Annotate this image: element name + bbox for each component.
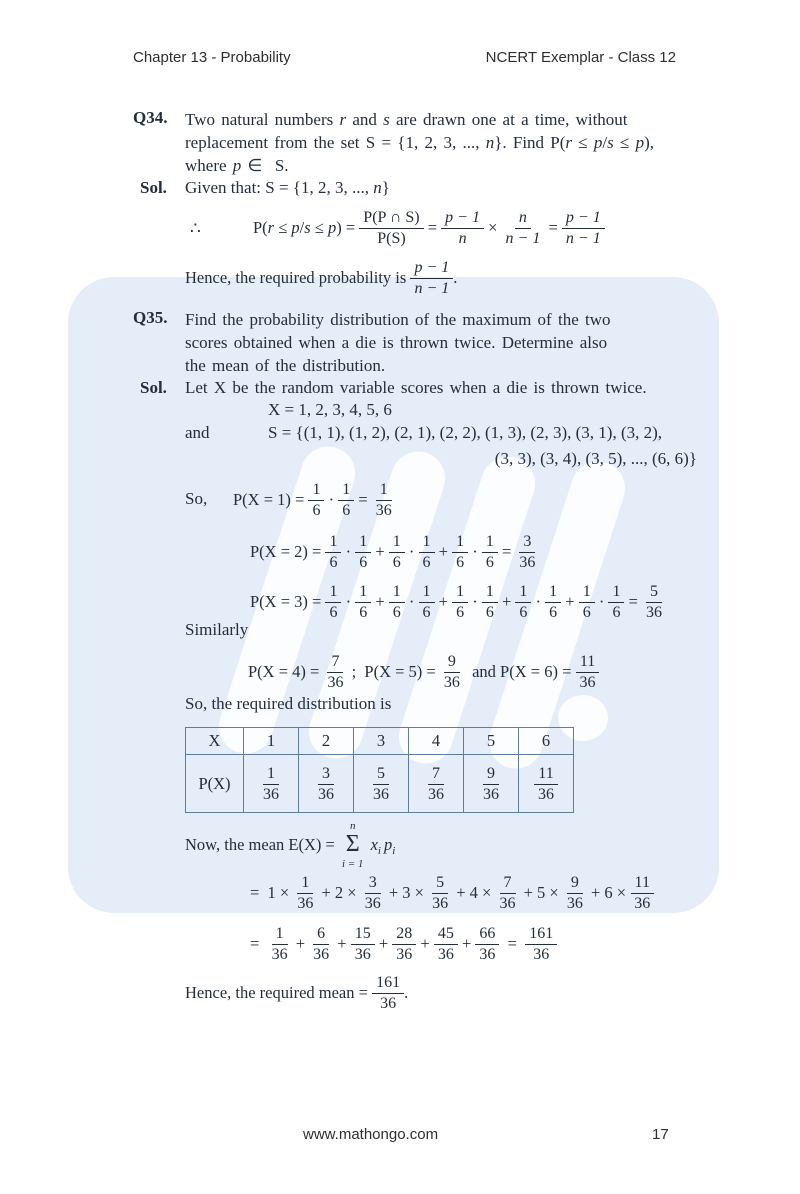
q35-line-1: Find the probability distribution of the maximum of the two [185, 310, 611, 329]
q34-given: Given that: S = {1, 2, 3, ..., n} [185, 178, 390, 197]
table-cell: 5 [464, 728, 519, 755]
table-cell: 3 [354, 728, 409, 755]
q34-line-3: where p ∈ S. [185, 156, 289, 175]
table-cell: $\frac{9}{36}$ [464, 755, 519, 813]
mean-definition: Now, the mean E(X) = n Σ i = 1 x i p i [185, 820, 396, 870]
mean-expansion: = 1 × $\frac{1}{36}$ + 2 × $\frac{3}{36}$ + 3 × $\frac{5}{36}$ + 4 × $\frac{7}{36}$ + 5 × $\frac{9}{36}$ + 6 × $\frac{11}{36}$ [250, 871, 654, 915]
table-cell: $\frac{5}{36}$ [354, 755, 409, 813]
distribution-intro: So, the required distribution is [185, 694, 392, 713]
q34-conclusion: Hence, the required probability is $\frac{p - 1}{n - 1}$ . [185, 258, 458, 297]
table-cell: $\frac{7}{36}$ [409, 755, 464, 813]
sample-space-line-2: (3, 3), (3, 4), (3, 5), ..., (6, 6)} [494, 449, 697, 468]
q35-sol-text: Let X be the random variable scores when a die is thrown twice. [185, 378, 647, 397]
q35-question [185, 308, 690, 377]
header-book: NCERT Exemplar - Class 12 [485, 49, 676, 66]
x-values-line: X = 1, 2, 3, 4, 5, 6 [268, 400, 392, 419]
table-cell: 6 [519, 728, 574, 755]
table-cell: 2 [299, 728, 354, 755]
q34-line-2: replacement from the set S = {1, 2, 3, ..., n}. Find P(r ≤ p/s ≤ p), [185, 133, 655, 152]
table-cell: 1 [244, 728, 299, 755]
prob-x2: P(X = 2) = $\frac{1}{6}$ · $\frac{1}{6}$ + $\frac{1}{6}$ · $\frac{1}{6}$ + $\frac{1}{6}$ · $\frac{1}{6}$ = $\frac{3}{36}$ [250, 532, 536, 571]
table-cell: $\frac{1}{36}$ [244, 755, 299, 813]
prob-x3: P(X = 3) = $\frac{1}{6}$ · $\frac{1}{6}$ + $\frac{1}{6}$ · $\frac{1}{6}$ + $\frac{1}{6}$ · $\frac{1}{6}$ + $\frac{1}{6}$ · $\frac{1}{6}$ + $\frac{1}{6}$ · $\frac{1}{6}$ = $\frac{5}{36}$ [250, 582, 663, 621]
q34-formula: P( r ≤ p / s ≤ p ) = $\frac{P(P \cap S)}{P(S)}$ = $\frac{p - 1}{n}$ × $\frac{n}{n - 1}$ = $\frac{p - 1}{n - 1}$ [253, 202, 605, 254]
probability-distribution-table [185, 727, 574, 813]
q35-line-3: the mean of the distribution. [185, 356, 386, 375]
q34-number: Q34. [133, 108, 168, 127]
mean-conclusion: Hence, the required mean = $\frac{161}{36}$ . [185, 973, 409, 1012]
footer-page-number: 17 [652, 1126, 669, 1143]
table-cell: $\frac{11}{36}$ [519, 755, 574, 813]
table-cell: $\frac{3}{36}$ [299, 755, 354, 813]
q35-number: Q35. [133, 308, 168, 327]
sample-space-line-1: S = {(1, 1), (1, 2), (2, 1), (2, 2), (1, 3), (2, 3), (3, 1), (3, 2), [268, 423, 663, 442]
mean-sum: = $\frac{1}{36}$ + $\frac{6}{36}$ + $\frac{15}{36}$ + $\frac{28}{36}$ + $\frac{45}{36}$ + $\frac{66}{36}$ = $\frac{161}{36}$ [250, 922, 557, 966]
footer-website: www.mathongo.com [303, 1126, 439, 1143]
header-chapter: Chapter 13 - Probability [133, 49, 291, 66]
therefore-symbol: ∴ [190, 219, 201, 238]
table-cell: 4 [409, 728, 464, 755]
table-cell-x: X [186, 728, 244, 755]
q34-sol-label: Sol. [140, 178, 167, 197]
q35-line-2: scores obtained when a die is thrown twice. Determine also [185, 333, 608, 352]
so-label: So, [185, 489, 208, 508]
and-label: and [185, 423, 210, 442]
table-cell-px-label: P(X) [186, 755, 244, 813]
similarly-label: Similarly [185, 620, 249, 639]
prob-x1: P(X = 1) = $\frac{1}{6}$ · $\frac{1}{6}$ = $\frac{1}{36}$ [233, 480, 392, 519]
q35-sol-label: Sol. [140, 378, 167, 397]
prob-x456: P(X = 4) = $\frac{7}{36}$ ; P(X = 5) = $\frac{9}{36}$ and P(X = 6) = $\frac{11}{36}$ [248, 649, 600, 695]
q34-line-1: Two natural numbers r and s are drawn one at a time, without [185, 110, 628, 129]
table-row [186, 755, 574, 813]
table-row [186, 728, 574, 755]
q34-question [185, 108, 690, 177]
